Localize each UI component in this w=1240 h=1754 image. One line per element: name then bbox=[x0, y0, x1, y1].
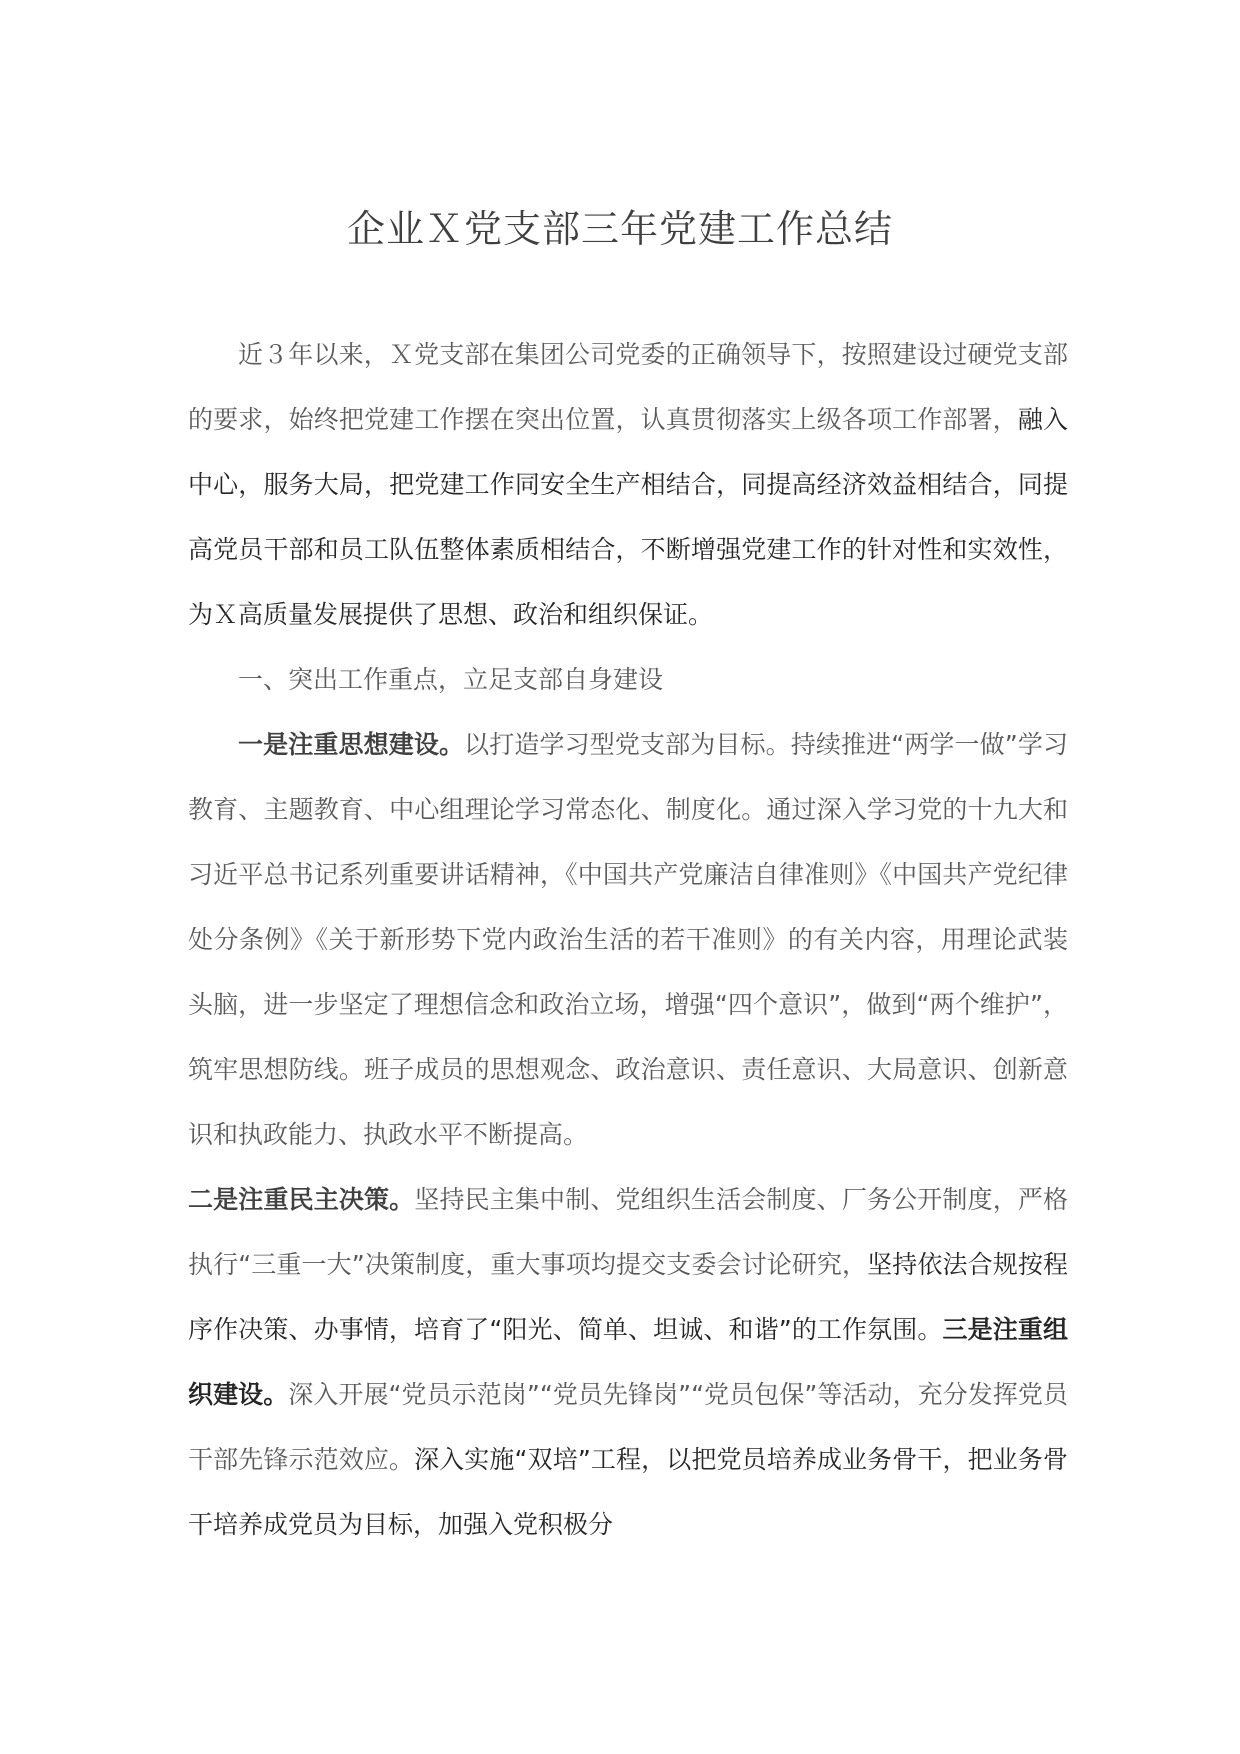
document-title: 企业Ｘ党支部三年党建工作总结 bbox=[346, 207, 893, 251]
paragraph-intro-text-a: 近３年以来，Ｘ党支部在集团公司党委的正确领导下，按照建设过硬党支部的要求，始终把党建工作摆在突出位置，认真贯彻落实上级各项工作部署， bbox=[188, 340, 1068, 434]
paragraph-decision-text-2: 坚持依法合规按程序作决策、办事情，培育了“阳光、简单、坦诚、和谐”的工作氛围。 bbox=[188, 1250, 1068, 1344]
paragraph-ideology-lead: 一是注重思想建设。 bbox=[238, 730, 465, 759]
paragraph-ideology-text: 以打造学习型党支部为目标。持续推进“两学一做”学习教育、主题教育、中心组理论学习常态化、制度化。通过深入学习党的十九大和习近平总书记系列重要讲话精神，《中国共产党廉洁自律准则》《中国共产党纪律处分条例》《关于新形势下党内政治生活的若干准则》的有关内容，用理论武装头脑，进一步坚定了理想信念和政治立场，增强“四个意识”，做到“两个维护”，筑牢思想防线。班子成员的思想观念、政治意识、责任意识、大局意识、创新意识和执政能力、执政水平不断提高。 bbox=[188, 730, 1068, 1149]
paragraph-intro bbox=[188, 322, 1068, 647]
paragraph-decision-lead: 二是注重民主决策。 bbox=[188, 1185, 415, 1214]
document-body bbox=[188, 322, 1068, 1557]
paragraph-organization-text-2: 深入实施“双培”工程，以把党员培养成业务骨干，把业务骨干培养成党员为目标，加强入党积极分 bbox=[188, 1445, 1068, 1539]
paragraph-decision-text-1: 坚持民主集中制、党组织生活会制度、厂务公开制度，严格执行“三重一大”决策制度，重大事项均提交支委会讨论研究， bbox=[188, 1185, 1068, 1279]
paragraph-decision bbox=[188, 1167, 1068, 1557]
paragraph-intro-text-b: 融入中心，服务大局，把党建工作同安全生产相结合，同提高经济效益相结合，同提高党员干部和员工队伍整体素质相结合，不断增强党建工作的针对性和实效性，为Ｘ高质量发展提供了思想、政治和组织保证。 bbox=[188, 405, 1068, 629]
paragraph-organization-text-1: 深入开展“党员示范岗”“党员先锋岗”“党员包保”等活动，充分发挥党员干部先锋示范效应。 bbox=[188, 1380, 1068, 1474]
paragraph-organization-lead: 三是注重组织建设。 bbox=[188, 1315, 1068, 1409]
paragraph-ideology bbox=[188, 712, 1068, 1167]
section-heading-1: 一、突出工作重点，立足支部自身建设 bbox=[238, 665, 664, 694]
